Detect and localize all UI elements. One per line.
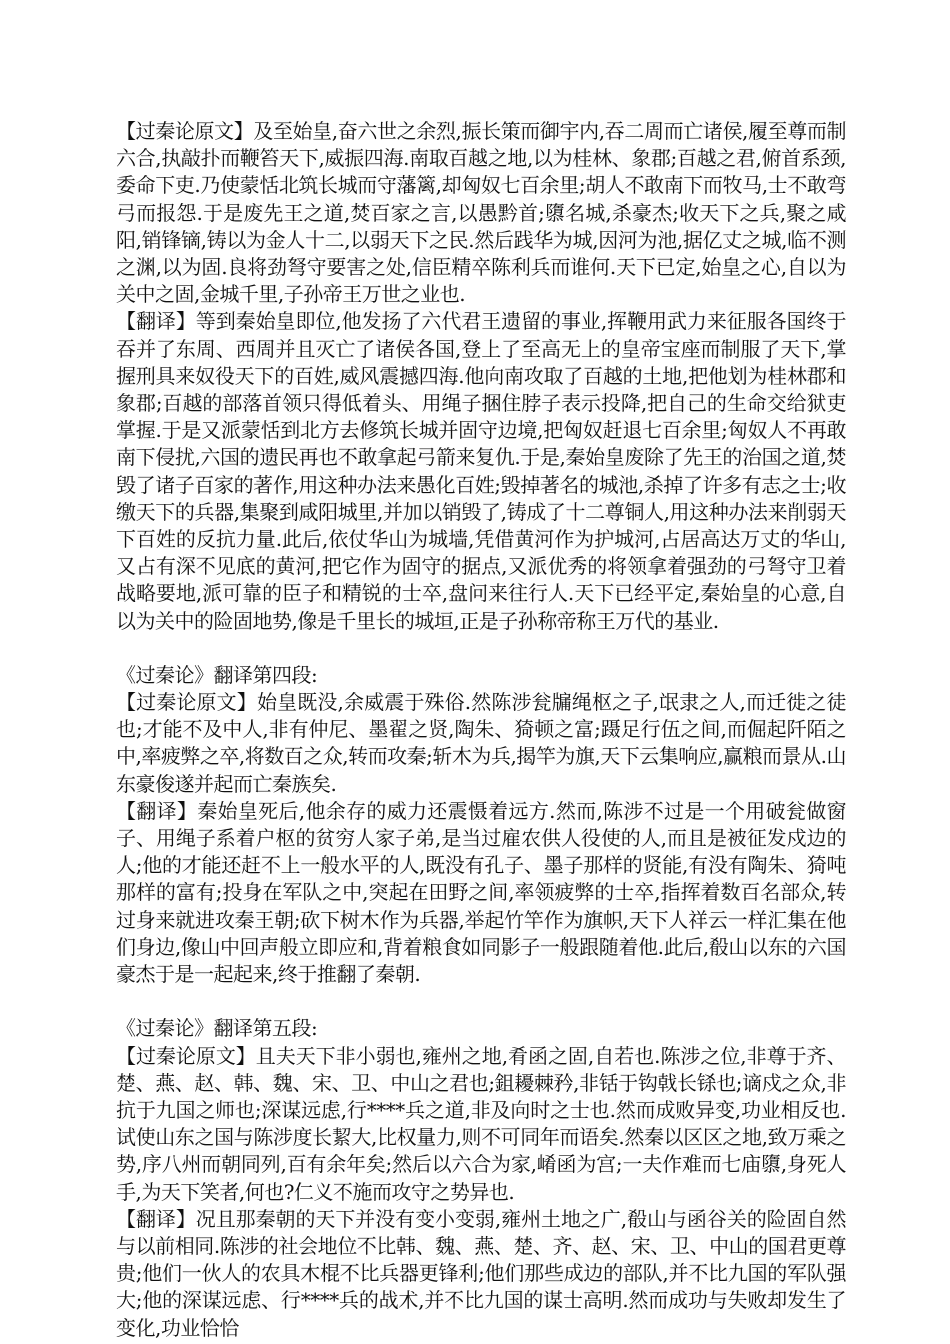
- original-text-paragraph: [116, 1043, 846, 1206]
- paragraph-text: 秦始皇死后,他余存的威力还震慑着远方.然而,陈涉不过是一个用破瓮做窗子、用绳子系着户枢的贫穷人家子弟,是当过雇农供人役使的人,而且是被征发戍边的人;他的才能还赶不上一般水平的人,既没有孔子、墨子那样的贤能,有没有陶朱、猗吨那样的富有;投身在军队之中,突起在田野之间,率领疲弊的士卒,指挥着数百名部众,转过身来就进攻秦王朝;砍下树木作为兵器,举起竹竿作为旗帜,天下人祥云一样汇集在他们身边,像山中回声般立即应和,背着粮食如同影子一般跟随着他.此后,殽山以东的六国豪杰于是一起起来,终于推翻了秦朝.: [116, 798, 847, 987]
- original-text-paragraph: [116, 689, 846, 798]
- paragraph-text: 等到秦始皇即位,他发扬了六代君王遗留的事业,挥鞭用武力来征服各国终于吞并了东周、西周并且灭亡了诸侯各国,登上了至高无上的皇帝宝座而制服了天下,掌握刑具来奴役天下的百姓,威风震撼四海.他向南攻取了百越的土地,把他划为桂林郡和象郡;百越的部落首领只得低着头、用绳子捆住脖子表示投降,把自己的生命交给狱吏掌握.于是又派蒙恬到北方去修筑长城并固守边境,把匈奴赶退七百余里;匈奴人不再敢南下侵扰,六国的遗民再也不敢拿起弓箭来复仇.于是,秦始皇废除了先王的治国之道,焚毁了诸子百家的著作,用这种办法来愚化百姓;毁掉著名的城池,杀掉了许多有志之士;收缴天下的兵器,集聚到咸阳城里,并加以销毁了,铸成了十二尊铜人,用这种办法来削弱天下百姓的反抗力量.此后,依仗华山为城墙,凭借黄河作为护城河,占居高达万丈的华山,又占有深不见底的黄河,把它作为固守的据点,又派优秀的将领拿着强劲的弓弩守卫着战略要地,派可靠的臣子和精锐的士卒,盘问来往行人.天下已经平定,秦始皇的心意,自以为关中的险固地势,像是千里长的城垣,正是子孙称帝称王万代的基业.: [116, 309, 847, 633]
- paragraph-text: 及至始皇,奋六世之余烈,振长策而御宇内,吞二周而亡诸侯,履至尊而制六合,执敲扑而鞭笞天下,威振四海.南取百越之地,以为桂林、象郡;百越之君,俯首系颈,委命下吏.乃使蒙恬北筑长城而守藩篱,却匈奴七百余里;胡人不敢南下而牧马,士不敢弯弓而报怨.于是废先王之道,焚百家之言,以愚黔首;隳名城,杀豪杰;收天下之兵,聚之咸阳,销锋镝,铸以为金人十二,以弱天下之民.然后践华为城,因河为池,据亿丈之城,临不测之渊,以为固.良将劲弩守要害之处,信臣精卒陈利兵而谁何.天下已定,始皇之心,自以为关中之固,金城千里,子孙帝王万世之业也.: [116, 119, 847, 307]
- translation-paragraph: [116, 1206, 846, 1342]
- section-heading: 《过秦论》翻译第五段:: [116, 1016, 318, 1041]
- paragraph-tag: 【翻译】: [116, 1206, 196, 1231]
- section-heading: 《过秦论》翻译第四段:: [116, 662, 318, 687]
- paragraph-text: 况且那秦朝的天下并没有变小变弱,雍州土地之广,殽山与函谷关的险固自然与以前相同.陈涉的社会地位不比韩、魏、燕、楚、齐、赵、宋、卫、中山的国君更尊贵;他们一伙人的农具木棍不比兵器更锋利;他们那些成边的部队,并不比九国的军队强大;他的深谋远虑、行****兵的战术,并不比九国的谋士高明.然而成功与失败却发生了变化,功业恰恰: [116, 1206, 847, 1340]
- translation-paragraph: [116, 798, 846, 988]
- paragraph-tag: 【过秦论原文】: [116, 119, 254, 143]
- paragraph-tag: 【翻译】: [116, 309, 196, 334]
- translation-paragraph: [116, 308, 846, 634]
- paragraph-tag: 【翻译】: [116, 798, 198, 823]
- paragraph-text: 且夫天下非小弱也,雍州之地,肴函之固,自若也.陈涉之位,非尊于齐、楚、燕、赵、韩、魏、宋、卫、中山之君也;鉏耰棘矜,非铦于钩戟长铩也;谪戍之众,非抗于九国之师也;深谋远虑,行****兵之道,非及向时之士也.然而成败异变,功业相反也.试使山东之国与陈涉度长絜大,比权量力,则不可同年而语矣.然秦以区区之地,致万乘之势,序八州而朝同列,百有余年矣;然后以六合为家,崤函为宫;一夫作难而七庙隳,身死人手,为天下笑者,何也?仁义不施而攻守之势异也.: [116, 1043, 847, 1204]
- paragraph-tag: 【过秦论原文】: [116, 1043, 256, 1068]
- document-page: [116, 118, 846, 1342]
- paragraph-tag: 【过秦论原文】: [116, 690, 257, 715]
- paragraph-text: 始皇既没,余威震于殊俗.然陈涉瓮牖绳枢之子,氓隶之人,而迁徙之徒也;才能不及中人,非有仲尼、墨翟之贤,陶朱、猗顿之富;蹑足行伍之间,而倔起阡陌之中,率疲弊之卒,将数百之众,转而攻秦;斩木为兵,揭竿为旗,天下云集响应,赢粮而景从.山东豪俊遂并起而亡秦族矣.: [116, 690, 846, 796]
- original-text-paragraph: [116, 118, 846, 308]
